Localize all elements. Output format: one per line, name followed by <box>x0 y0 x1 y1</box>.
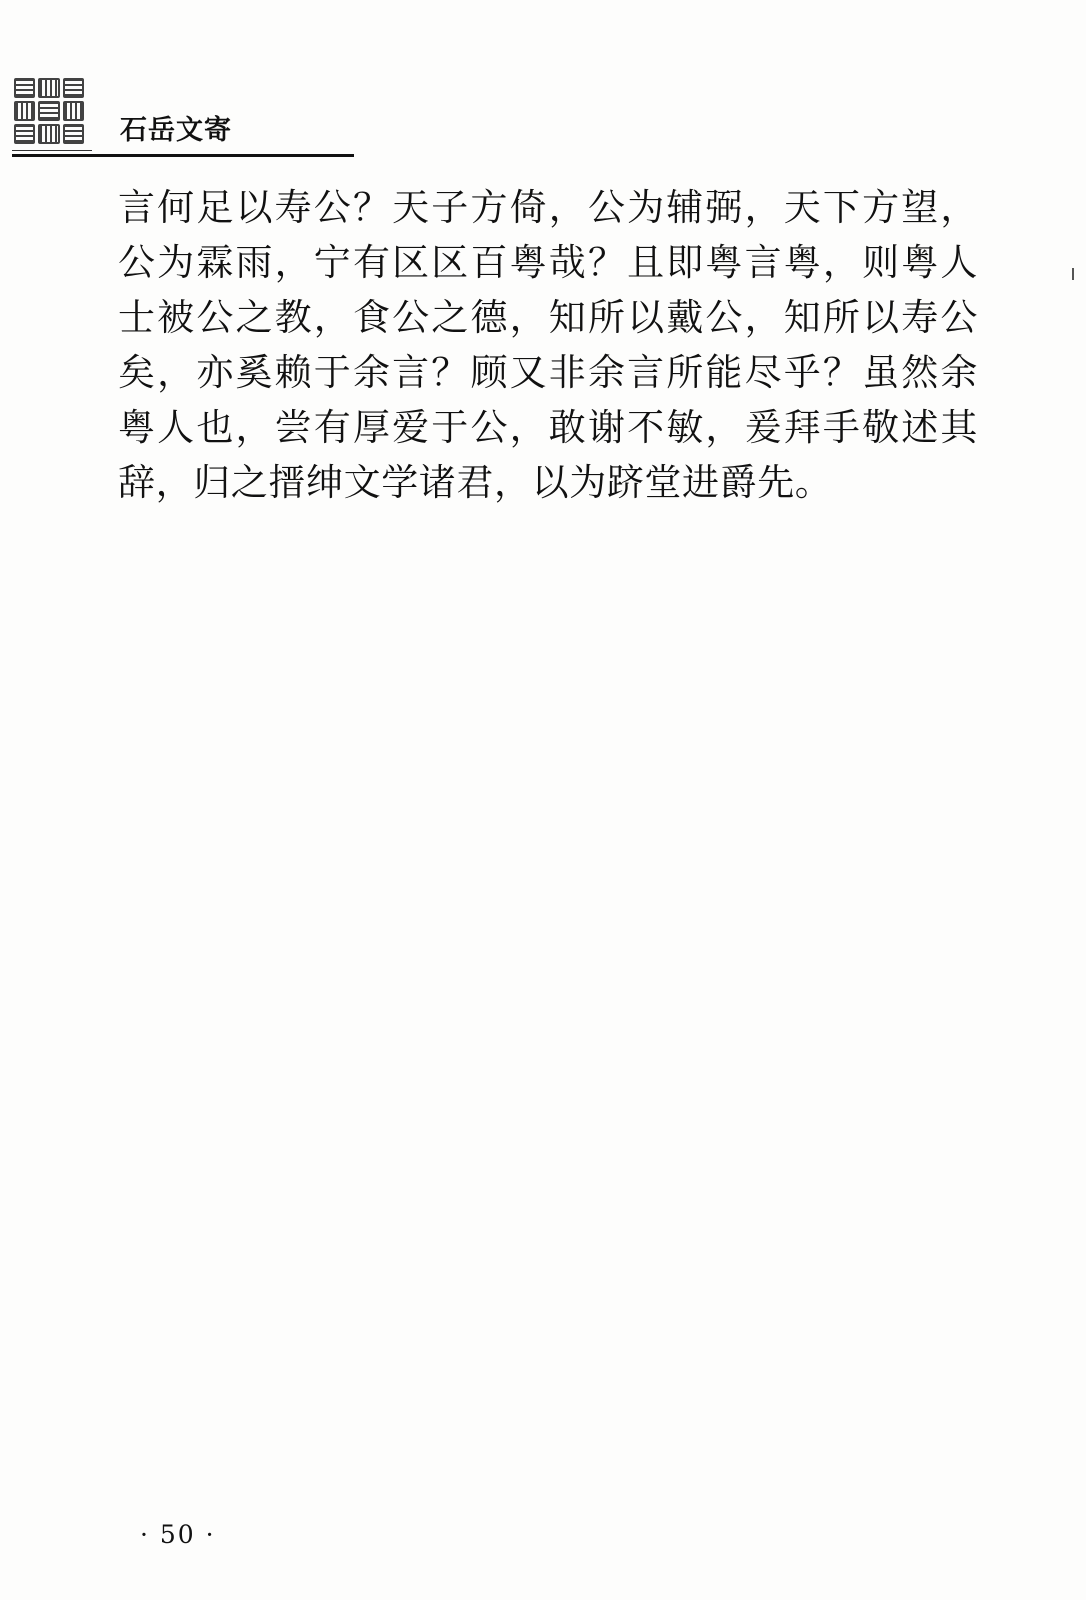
seal-glyph-part <box>63 78 84 98</box>
seal-glyph-part <box>38 124 59 144</box>
seal-glyph-part <box>38 101 59 121</box>
header-rule <box>12 154 354 157</box>
seal-glyph-part <box>63 101 84 121</box>
seal-glyph-part <box>38 78 59 98</box>
header-rule-thin <box>12 150 92 151</box>
page-number: · 50 · <box>140 1520 216 1549</box>
seal-stamp-icon <box>14 78 84 144</box>
seal-glyph-part <box>63 124 84 144</box>
seal-glyph-part <box>14 101 35 121</box>
body-paragraph: 言何足以寿公？天子方倚，公为辅弼，天下方望，公为霖雨，宁有区区百粤哉？且即粤言粤，则粤人士被公之教，食公之德，知所以戴公，知所以寿公矣，亦奚赖于余言？顾又非余言所能尽乎？虽然余粤人也，尝有厚爱于公，敢谢不敏，爰拜手敬述其辞，归之搢绅文学诸君，以为跻堂进爵先。 <box>118 186 978 504</box>
running-head-title: 石岳文寄 <box>120 115 232 146</box>
seal-glyph-part <box>14 124 35 144</box>
seal-glyph-part <box>14 78 35 98</box>
margin-mark <box>1072 268 1074 280</box>
